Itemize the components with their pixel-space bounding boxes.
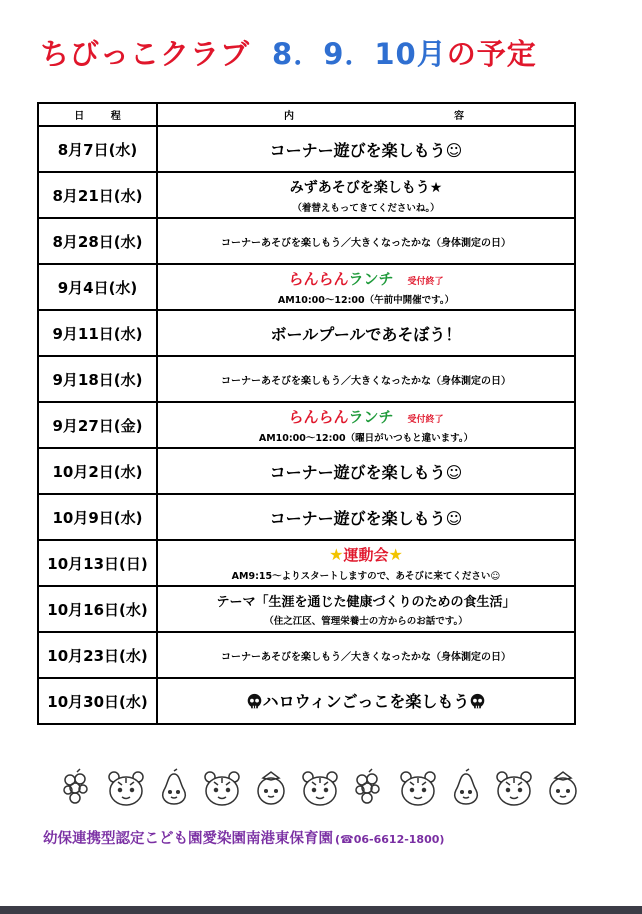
title-schedule: の予定: [446, 37, 537, 71]
tiger-face-icon: [494, 768, 534, 808]
grapes-icon: [60, 768, 94, 808]
row-date: 10月23日(水): [38, 632, 157, 678]
closed-badge: 受付終了: [407, 415, 444, 425]
table-row: [38, 448, 575, 494]
header-date: 日 程: [38, 103, 157, 126]
table-row: [38, 310, 575, 356]
lunch-title-b: ランチ: [348, 270, 394, 288]
star-icon: ★: [388, 545, 403, 564]
lunch-title-b: ランチ: [348, 408, 394, 426]
tiger-face-icon: [106, 768, 146, 808]
table-header-row: [38, 103, 575, 126]
row-date: 9月4日(水): [38, 264, 157, 310]
row-content-note: （着替えもってきてくださいね。）: [292, 202, 440, 214]
tiger-face-icon: [398, 768, 438, 808]
row-content-main: ハロウィンごっこを楽しもう: [262, 691, 470, 711]
row-content: コーナー遊びを楽しもう☺: [157, 494, 575, 540]
persimmon-face-icon: [254, 768, 288, 808]
row-content: コーナーあそびを楽しもう／大きくなったかな（身体測定の日）: [157, 356, 575, 402]
table-row: [38, 172, 575, 218]
persimmon-face-icon: [546, 768, 580, 808]
event-title: 運動会: [343, 546, 389, 564]
phone-number: (☎06-6612-1800): [335, 833, 445, 846]
organization-name: 幼保連携型認定こども園愛染園南港東保育園: [43, 831, 333, 847]
row-content: コーナー遊びを楽しもう☺: [157, 448, 575, 494]
decorative-characters: [60, 766, 580, 810]
page-title: [40, 32, 537, 72]
row-content: コーナーあそびを楽しもう／大きくなったかな（身体測定の日）: [157, 632, 575, 678]
row-content: [157, 172, 575, 218]
row-content-note: AM10:00～12:00（午前中開催です。）: [277, 295, 455, 306]
skull-icon: [469, 693, 486, 714]
tiger-face-icon: [300, 768, 340, 808]
pear-face-icon: [158, 768, 190, 808]
table-row: [38, 678, 575, 724]
row-content: ボールプールであそぼう！: [157, 310, 575, 356]
header-content: 内 容: [157, 103, 575, 126]
bottom-bar: [0, 906, 642, 914]
schedule-table: [37, 102, 576, 725]
row-content: [157, 540, 575, 586]
table-row: [38, 356, 575, 402]
row-content: [157, 678, 575, 724]
title-month-char: 月: [416, 37, 447, 71]
row-date: 9月11日(水): [38, 310, 157, 356]
table-row: [38, 540, 575, 586]
table-row: [38, 632, 575, 678]
row-content: [157, 586, 575, 632]
row-content: [157, 402, 575, 448]
row-date: 9月18日(水): [38, 356, 157, 402]
star-icon: ★: [329, 545, 344, 564]
row-content-main: テーマ「生涯を通じた健康づくりのための食生活」: [216, 595, 516, 610]
row-date: 9月27日(金): [38, 402, 157, 448]
row-date: 10月9日(水): [38, 494, 157, 540]
row-content-main: みずあそびを楽しもう★: [289, 179, 443, 196]
pear-face-icon: [450, 768, 482, 808]
row-content: コーナーあそびを楽しもう／大きくなったかな（身体測定の日）: [157, 218, 575, 264]
title-months: 8．9．10: [272, 37, 417, 71]
table-row: [38, 126, 575, 172]
lunch-title-a: らんらん: [288, 270, 349, 288]
row-date: 8月28日(水): [38, 218, 157, 264]
row-content: コーナー遊びを楽しもう☺: [157, 126, 575, 172]
tiger-face-icon: [202, 768, 242, 808]
row-content-note: AM10:00～12:00（曜日がいつもと違います。）: [258, 433, 474, 444]
grapes-icon: [352, 768, 386, 808]
title-club-name: ちびっこクラブ: [40, 37, 251, 71]
table-row: [38, 586, 575, 632]
row-content: [157, 264, 575, 310]
skull-icon: [246, 693, 263, 714]
closed-badge: 受付終了: [407, 277, 444, 287]
table-row: [38, 494, 575, 540]
table-row: [38, 218, 575, 264]
row-date: 10月16日(水): [38, 586, 157, 632]
row-date: 8月21日(水): [38, 172, 157, 218]
row-content-note: AM9:15～よりスタートしますので、あそびに来てください☺: [231, 571, 501, 582]
row-date: 8月7日(水): [38, 126, 157, 172]
footer-organization: [43, 827, 444, 848]
row-date: 10月30日(水): [38, 678, 157, 724]
row-date: 10月13日(日): [38, 540, 157, 586]
table-row: [38, 264, 575, 310]
row-date: 10月2日(水): [38, 448, 157, 494]
lunch-title-a: らんらん: [288, 408, 349, 426]
table-row: [38, 402, 575, 448]
row-content-note: （住之江区、管理栄養士の方からのお話です。）: [264, 616, 468, 627]
